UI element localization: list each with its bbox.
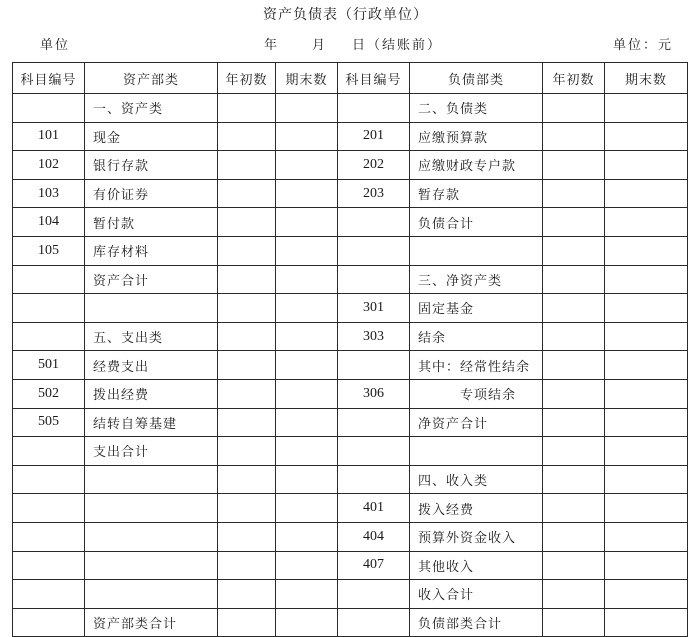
liability-end-cell <box>605 94 688 123</box>
liability-begin-cell <box>543 236 605 265</box>
column-header: 期末数 <box>276 63 338 94</box>
date-day: 日（结账前） <box>352 38 443 53</box>
liability-end-cell <box>605 236 688 265</box>
liability-begin-cell <box>543 294 605 323</box>
asset-begin-cell <box>218 351 276 380</box>
liability-begin-cell <box>543 179 605 208</box>
liability-name-cell <box>410 236 543 265</box>
liability-code-cell <box>338 465 410 494</box>
liability-code-cell <box>338 94 410 123</box>
table-row <box>13 608 688 637</box>
table-row <box>13 408 688 437</box>
asset-code-cell: 101 <box>13 122 85 151</box>
table-row <box>13 322 688 351</box>
asset-end-cell <box>276 122 338 151</box>
asset-name-cell: 资产合计 <box>85 265 218 294</box>
asset-begin-cell <box>218 465 276 494</box>
table-row <box>13 208 688 237</box>
liability-name-cell: 三、净资产类 <box>410 265 543 294</box>
asset-begin-cell <box>218 580 276 609</box>
table-row <box>13 580 688 609</box>
liability-begin-cell <box>543 208 605 237</box>
liability-begin-cell <box>543 408 605 437</box>
liability-begin-cell <box>543 151 605 180</box>
liability-end-cell <box>605 322 688 351</box>
liability-end-cell <box>605 351 688 380</box>
column-header: 年初数 <box>218 63 276 94</box>
liability-begin-cell <box>543 522 605 551</box>
asset-end-cell <box>276 236 338 265</box>
liability-begin-cell <box>543 551 605 580</box>
asset-begin-cell <box>218 179 276 208</box>
liability-end-cell <box>605 179 688 208</box>
liability-code-cell <box>338 351 410 380</box>
liability-begin-cell <box>543 351 605 380</box>
liability-begin-cell <box>543 465 605 494</box>
table-row <box>13 522 688 551</box>
asset-code-cell: 505 <box>13 408 85 437</box>
table-row <box>13 179 688 208</box>
table-row <box>13 551 688 580</box>
asset-begin-cell <box>218 379 276 408</box>
liability-code-cell: 401 <box>338 494 410 523</box>
asset-begin-cell <box>218 294 276 323</box>
asset-name-cell <box>85 580 218 609</box>
asset-code-cell: 102 <box>13 151 85 180</box>
liability-name-cell: 其他收入 <box>410 551 543 580</box>
asset-begin-cell <box>218 608 276 637</box>
liability-code-cell <box>338 437 410 466</box>
asset-code-cell: 103 <box>13 179 85 208</box>
liability-name-cell: 预算外资金收入 <box>410 522 543 551</box>
liability-begin-cell <box>543 494 605 523</box>
asset-code-cell <box>13 580 85 609</box>
asset-code-cell: 502 <box>13 379 85 408</box>
liability-begin-cell <box>543 122 605 151</box>
liability-end-cell <box>605 294 688 323</box>
liability-code-cell: 303 <box>338 322 410 351</box>
liability-code-cell: 404 <box>338 522 410 551</box>
asset-name-cell <box>85 522 218 551</box>
asset-begin-cell <box>218 151 276 180</box>
asset-begin-cell <box>218 236 276 265</box>
liability-name-cell: 应缴财政专户款 <box>410 151 543 180</box>
asset-code-cell <box>13 94 85 123</box>
liability-begin-cell <box>543 437 605 466</box>
asset-end-cell <box>276 608 338 637</box>
asset-end-cell <box>276 351 338 380</box>
liability-code-cell: 202 <box>338 151 410 180</box>
liability-end-cell <box>605 494 688 523</box>
asset-code-cell <box>13 494 85 523</box>
asset-code-cell <box>13 465 85 494</box>
date-year: 年 <box>264 38 280 53</box>
liability-name-cell: 结余 <box>410 322 543 351</box>
liability-name-cell: 拨入经费 <box>410 494 543 523</box>
asset-code-cell <box>13 265 85 294</box>
asset-begin-cell <box>218 494 276 523</box>
liability-code-cell <box>338 580 410 609</box>
asset-end-cell <box>276 408 338 437</box>
liability-begin-cell <box>543 322 605 351</box>
column-header: 资产部类 <box>85 63 218 94</box>
currency-label: 单位：元 <box>612 38 673 53</box>
liability-code-cell: 407 <box>338 551 410 580</box>
column-header: 年初数 <box>543 63 605 94</box>
asset-name-cell <box>85 551 218 580</box>
liability-end-cell <box>605 151 688 180</box>
liability-begin-cell <box>543 608 605 637</box>
date-month: 月 <box>312 38 328 53</box>
table-row <box>13 265 688 294</box>
table-body <box>13 94 688 637</box>
liability-code-cell: 201 <box>338 122 410 151</box>
asset-code-cell <box>13 522 85 551</box>
table-header-row <box>13 63 688 94</box>
asset-name-cell: 暂付款 <box>85 208 218 237</box>
asset-name-cell: 经费支出 <box>85 351 218 380</box>
liability-end-cell <box>605 608 688 637</box>
liability-code-cell <box>338 208 410 237</box>
liability-name-cell: 暂存款 <box>410 179 543 208</box>
asset-begin-cell <box>218 522 276 551</box>
asset-name-cell: 库存材料 <box>85 236 218 265</box>
liability-end-cell <box>605 580 688 609</box>
column-header: 负债部类 <box>410 63 543 94</box>
asset-begin-cell <box>218 322 276 351</box>
liability-end-cell <box>605 437 688 466</box>
column-header: 科目编号 <box>13 63 85 94</box>
asset-end-cell <box>276 465 338 494</box>
liability-end-cell <box>605 465 688 494</box>
liability-name-cell: 负债部类合计 <box>410 608 543 637</box>
asset-code-cell <box>13 294 85 323</box>
liability-name-cell: 固定基金 <box>410 294 543 323</box>
table-row <box>13 151 688 180</box>
liability-end-cell <box>605 122 688 151</box>
asset-end-cell <box>276 294 338 323</box>
table-row <box>13 236 688 265</box>
asset-code-cell <box>13 608 85 637</box>
asset-begin-cell <box>218 408 276 437</box>
asset-begin-cell <box>218 208 276 237</box>
liability-name-cell <box>410 437 543 466</box>
table-row <box>13 294 688 323</box>
liability-begin-cell <box>543 580 605 609</box>
liability-code-cell: 203 <box>338 179 410 208</box>
column-header: 期末数 <box>605 63 688 94</box>
liability-end-cell <box>605 551 688 580</box>
asset-code-cell: 501 <box>13 351 85 380</box>
asset-end-cell <box>276 580 338 609</box>
asset-code-cell: 104 <box>13 208 85 237</box>
table-row <box>13 465 688 494</box>
liability-name-cell: 净资产合计 <box>410 408 543 437</box>
liability-name-cell: 四、收入类 <box>410 465 543 494</box>
liability-code-cell: 301 <box>338 294 410 323</box>
asset-end-cell <box>276 94 338 123</box>
liability-code-cell: 306 <box>338 379 410 408</box>
asset-code-cell <box>13 437 85 466</box>
liability-begin-cell <box>543 379 605 408</box>
asset-begin-cell <box>218 265 276 294</box>
liability-end-cell <box>605 522 688 551</box>
asset-end-cell <box>276 208 338 237</box>
asset-name-cell: 拨出经费 <box>85 379 218 408</box>
liability-end-cell <box>605 265 688 294</box>
asset-name-cell <box>85 465 218 494</box>
asset-name-cell <box>85 294 218 323</box>
asset-end-cell <box>276 151 338 180</box>
asset-end-cell <box>276 322 338 351</box>
column-header: 科目编号 <box>338 63 410 94</box>
liability-name-cell: 专项结余 <box>410 379 543 408</box>
liability-code-cell <box>338 236 410 265</box>
asset-end-cell <box>276 551 338 580</box>
liability-end-cell <box>605 379 688 408</box>
balance-sheet-table <box>12 62 688 637</box>
liability-code-cell <box>338 265 410 294</box>
table-row <box>13 494 688 523</box>
liability-code-cell <box>338 408 410 437</box>
table-row <box>13 122 688 151</box>
asset-begin-cell <box>218 94 276 123</box>
asset-name-cell <box>85 494 218 523</box>
asset-end-cell <box>276 265 338 294</box>
liability-name-cell: 负债合计 <box>410 208 543 237</box>
liability-end-cell <box>605 208 688 237</box>
liability-name-cell: 应缴预算款 <box>410 122 543 151</box>
table-row <box>13 94 688 123</box>
asset-code-cell: 105 <box>13 236 85 265</box>
table-row <box>13 437 688 466</box>
asset-name-cell: 资产部类合计 <box>85 608 218 637</box>
asset-end-cell <box>276 179 338 208</box>
liability-name-cell: 其中：经常性结余 <box>410 351 543 380</box>
unit-label: 单位 <box>40 38 71 53</box>
asset-begin-cell <box>218 122 276 151</box>
asset-name-cell: 五、支出类 <box>85 322 218 351</box>
asset-begin-cell <box>218 551 276 580</box>
liability-name-cell: 二、负债类 <box>410 94 543 123</box>
asset-name-cell: 结转自筹基建 <box>85 408 218 437</box>
asset-begin-cell <box>218 437 276 466</box>
asset-end-cell <box>276 437 338 466</box>
document-title: 资产负债表（行政单位） <box>263 7 428 23</box>
asset-code-cell <box>13 551 85 580</box>
liability-begin-cell <box>543 265 605 294</box>
asset-name-cell: 银行存款 <box>85 151 218 180</box>
liability-code-cell <box>338 608 410 637</box>
asset-name-cell: 支出合计 <box>85 437 218 466</box>
asset-name-cell: 一、资产类 <box>85 94 218 123</box>
liability-begin-cell <box>543 94 605 123</box>
liability-end-cell <box>605 408 688 437</box>
table-row <box>13 379 688 408</box>
asset-name-cell: 有价证券 <box>85 179 218 208</box>
asset-end-cell <box>276 522 338 551</box>
asset-end-cell <box>276 379 338 408</box>
asset-code-cell <box>13 322 85 351</box>
table-row <box>13 351 688 380</box>
asset-end-cell <box>276 494 338 523</box>
asset-name-cell: 现金 <box>85 122 218 151</box>
liability-name-cell: 收入合计 <box>410 580 543 609</box>
